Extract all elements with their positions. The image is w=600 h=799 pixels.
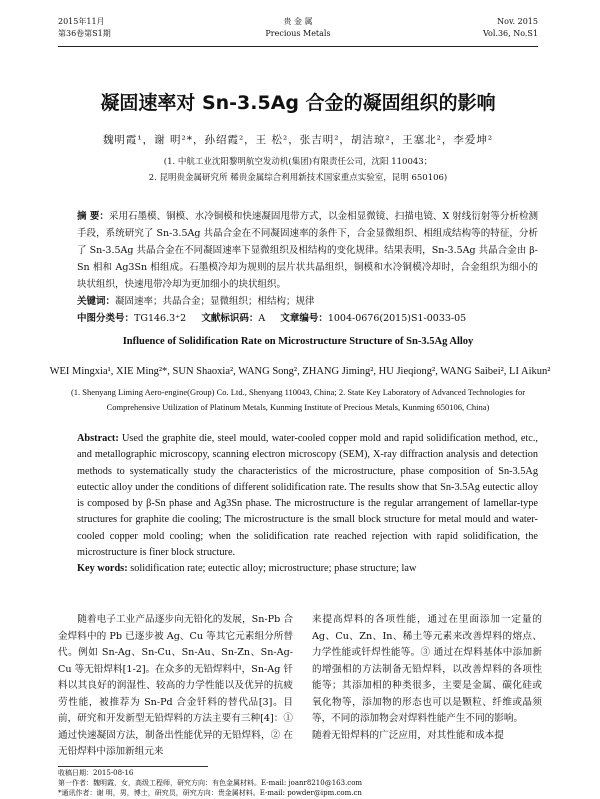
header-right	[483, 16, 538, 40]
footnote-received: 收稿日期：2015-08-16	[58, 769, 134, 777]
abstract-cn-label: 摘 要：	[77, 211, 109, 222]
header-date: 2015年11月	[58, 17, 105, 26]
affiliation-en-line2: Comprehensive Utilization of Platinum Metals, Kunming Institute of Precious Metals, Kunming 650106, China)	[106, 402, 490, 412]
abstract-en	[77, 431, 538, 561]
keywords-cn-label: 关键词：	[77, 296, 116, 307]
body-column-right: 来提高焊料的各项性能，通过在里面添加一定量的 Ag、Cu、Zn、In、稀土等元素来改善焊料的熔点、力学性能或钎焊性能等。③ 通过在焊料基体中添加新的增强相的方法制备无铅焊料，以改善焊料的各项性能等；其添加相的种类很多，主要是金属、碳化硅或氧化物等，添加物的形态也可以是颗粒、纤维或晶须等，不同的添加物会对焊料性能产生不同的影响。 随着无铅焊料的广泛应用，对其性能和成本提	[312, 614, 542, 741]
footnote-divider	[58, 766, 208, 767]
affiliation-cn-line1: (1. 中航工业沈阳黎明航空发动机(集团)有限责任公司，沈阳 110043；	[163, 157, 433, 167]
footnote-corresponding-author: *通讯作者：谢 明，男，博士，研究员，研究方向：贵金属材料。E-mail: powder@ipm.com.cn	[58, 789, 362, 797]
keywords-cn-text: 凝固速率；共晶合金；显微组织；相结构；规律	[115, 296, 315, 307]
authors-cn: 魏明霞¹，谢 明²*，孙绍霞²，王 松²，张吉明²，胡洁琼²，王塞北²，李爱坤²	[102, 134, 494, 146]
journal-name-en: Precious Metals	[265, 29, 331, 38]
body-column-left: 随着电子工业产品逐步向无铅化的发展，Sn-Pb 合金焊料中的 Pb 已逐步被 Ag、Cu 等其它元素组分所替代。例如 Sn-Ag、Sn-Cu、Sn-Au、Sn-Zn、Sn-Ag-Cu 等无铅焊料[1-2]。在众多的无铅焊料中，Sn-Ag 钎料以其良好的润湿性、较高的力学性能以及优异的抗疲劳性能，被推荐为 Sn-Pd 合金钎料的替代品[3]。目前，研究和开发新型无铅焊料的方法主要有三种[4]：① 通过快速凝固方法，制备出性能优异的无铅焊料，② 在无铅焊料中添加新组元来	[58, 614, 293, 757]
doc-code-label: 文献标识码：	[201, 313, 259, 324]
footnotes	[58, 768, 538, 798]
affiliation-cn-line2: 2. 昆明贵金属研究所 稀贵金属综合利用新技术国家重点实验室，昆明 650106)	[148, 173, 448, 183]
abstract-cn-block	[77, 208, 538, 327]
affiliation-cn	[58, 154, 538, 186]
header-date-en: Nov. 2015	[497, 17, 538, 26]
paper-title-cn: 凝固速率对 Sn-3.5Ag 合金的凝固组织的影响	[100, 92, 496, 114]
article-no-label: 文章编号：	[280, 313, 328, 324]
header-volume-en: Vol.36, No.S1	[482, 29, 538, 38]
abstract-cn	[77, 208, 538, 293]
authors-en: WEI Mingxia¹, XIE Ming²*, SUN Shaoxia², WANG Song², ZHANG Jiming², HU Jieqiong², WANG Saibei², LI Aikun²	[49, 366, 551, 377]
clc-value: TG146.3⁺2	[134, 313, 187, 324]
page-header	[58, 14, 538, 47]
clc-label: 中图分类号：	[77, 313, 135, 324]
abstract-cn-text: 采用石墨模、铜模、水冷铜模和快速凝固甩带方式，以金相显微镜、扫描电镜、X 射线衍射等分析检测手段，系统研究了 Sn-3.5Ag 共晶合金在不同凝固速率的条件下，合金显微组织、相组成结构等的特征，分析了 Sn-3.5Ag 共晶合金在不同凝固速率下显微组织及相结构的变化规律。结果表明，Sn-3.5Ag 共晶合金由 β-Sn 相和 Ag3Sn 相组成。石墨模冷却为规则的层片状共晶组织，铜模和水冷铜模冷却时，合金组织为细小的块状组织，快速甩带冷却为更加细小的块状组织。	[77, 211, 538, 290]
header-volume-cn: 第36卷第S1期	[58, 29, 111, 38]
header-center	[58, 16, 538, 40]
classification-line	[77, 310, 538, 327]
footnote-first-author: 第一作者：魏明霞，女，高级工程师，研究方向：有色金属材料。E-mail: joanr8210@163.com	[58, 779, 363, 787]
doc-code-value: A	[258, 313, 266, 324]
abstract-en-block	[77, 431, 538, 578]
abstract-en-text: Used the graphite die, steel mould, water-cooled copper mold and rapid solidification method, etc., and metallographic microscopy, scanning electron microscopy (SEM), X-ray diffraction analysis and detection methods to systematically study the characteristics of the microstructure, phase composition of Sn-3.5Ag eutectic alloy under the conditions of different solidification rate. The results show that Sn-3.5Ag eutectic alloy is composed by β-Sn phase and Ag3Sn phase. The microstructure is the regular arrangement of lamellar-type structures for graphite die cooling; The microstructure is the small block structure for metal mould and water-cooled copper mold cooling; when the solidification rate reached rejection with rapid solidification, the microstructure is finer block structure.	[77, 433, 538, 559]
paper-title-en: Influence of Solidification Rate on Microstructure Structure of Sn-3.5Ag Alloy	[122, 336, 474, 347]
abstract-en-label: Abstract:	[77, 433, 119, 444]
affiliation-en-line1: (1. Shenyang Liming Aero-engine(Group) Co. Ltd., Shenyang 110043, China; 2. State Key Laboratory of Advanced Technologies for	[70, 387, 526, 397]
article-no-value: 1004-0676(2015)S1-0033-05	[327, 313, 467, 324]
keywords-cn	[77, 293, 538, 310]
affiliation-en	[58, 385, 538, 415]
keywords-en-text: solidification rate; eutectic alloy; microstructure; phase structure; law	[130, 563, 417, 575]
journal-name-cn: 贵 金 属	[283, 17, 313, 26]
keywords-en	[77, 561, 538, 577]
keywords-en-label: Key words:	[77, 563, 128, 575]
